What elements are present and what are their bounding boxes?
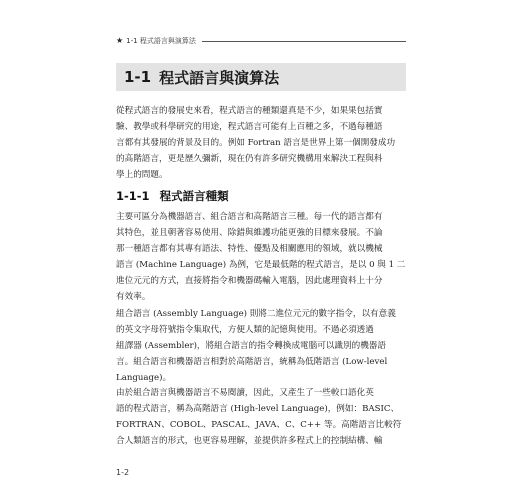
paragraph-high-level-language bbox=[116, 385, 406, 449]
running-header bbox=[116, 35, 406, 47]
text-line: Language)。 bbox=[116, 373, 172, 383]
text-line: 組合語言 (Assembly Language) 則將二進位元元的數字指令，以有意義 bbox=[116, 309, 396, 319]
text-line: 合人類語言的形式，也更容易理解，並提供許多程式上的控制結構、輸 bbox=[116, 436, 383, 446]
text-line: 進位元元的方式，直接將指令和機器碼輸入電腦，因此處理資料上十分 bbox=[116, 276, 383, 286]
header-rule bbox=[202, 41, 406, 42]
text-line: 語的程式語言，稱為高階語言 (High-level Language)，例如：BASIC、 bbox=[116, 404, 400, 414]
subsection-heading: 程式語言種類 bbox=[159, 189, 229, 203]
text-line: 學上的問題。 bbox=[116, 170, 168, 180]
intro-paragraph bbox=[116, 103, 406, 183]
text-line: 從程式語言的發展史來看，程式語言的種類還真是不少，如果果包括實 bbox=[116, 106, 383, 116]
text-line: 有效率。 bbox=[116, 292, 151, 302]
text-line: 由於組合語言與機器語言不易閱讀，因此，又產生了一些較口語化英 bbox=[116, 388, 374, 398]
section-number: 1-1 bbox=[124, 68, 152, 86]
text-line: 驗、教學或科學研究的用途，程式語言可能有上百種之多，不過每種語 bbox=[116, 122, 383, 132]
text-line: FORTRAN、COBOL、PASCAL、JAVA、C、C++ 等。高階語言比較符 bbox=[116, 420, 402, 430]
section-heading: 程式語言與演算法 bbox=[159, 68, 280, 87]
paragraph-language-types bbox=[116, 209, 406, 305]
text-line: 其特色，並且朝著容易使用、除錯與維護功能更強的目標來發展。不論 bbox=[116, 228, 383, 238]
subsection-number: 1-1-1 bbox=[116, 189, 150, 203]
text-line: 的英文字母符號指令集取代，方便人類的記憶與使用。不過必須透過 bbox=[116, 325, 374, 335]
page-number: 1-2 bbox=[116, 468, 130, 477]
text-line: 主要可區分為機器語言、組合語言和高階語言三種。每一代的語言都有 bbox=[116, 212, 383, 222]
text-line: 那一種語言都有其專有語法、特性、優點及相關應用的領域，就以機械 bbox=[116, 244, 383, 254]
text-line: 組譯器 (Assembler)，將組合語言的指令轉換成電腦可以識別的機器語 bbox=[116, 341, 386, 351]
subsection-title bbox=[116, 188, 229, 204]
text-line: 語言 (Machine Language) 為例，它是最低階的程式語言，是以 0 與 1 二 bbox=[116, 260, 406, 270]
paragraph-assembly-language bbox=[116, 306, 406, 386]
star-icon: ★ bbox=[116, 36, 124, 45]
text-line: 言。組合語言和機器語言相對於高階語言，統稱為低階語言 (Low-level bbox=[116, 357, 388, 367]
text-line: 言都有其發展的背景及目的。例如 Fortran 語言是世界上第一個開發成功 bbox=[116, 138, 396, 148]
running-header-text: 1-1 程式語言與演算法 bbox=[126, 37, 196, 45]
text-line: 的高階語言，更是歷久彌新，現在仍有許多研究機構用來解決工程與科 bbox=[116, 154, 383, 164]
section-title bbox=[116, 63, 406, 91]
